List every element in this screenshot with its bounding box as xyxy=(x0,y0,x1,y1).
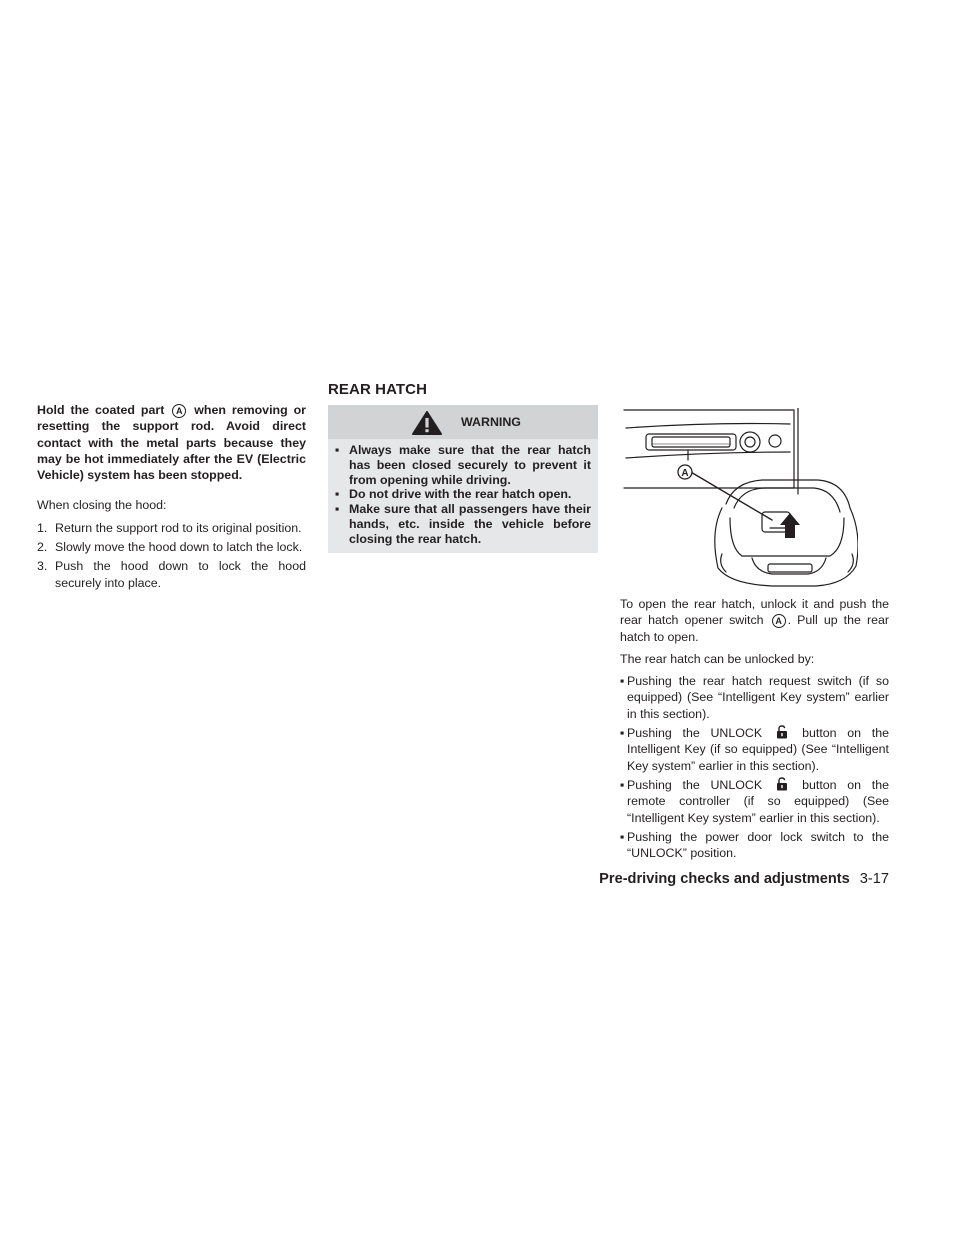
bullet: ▪ xyxy=(620,829,625,844)
step-text: Push the hood down to lock the hood securely into place. xyxy=(55,559,306,590)
middle-column xyxy=(328,381,598,553)
step-number: 1. xyxy=(37,520,48,535)
list-item-text-end: button on the remote controller (if so equipped) (See “Intelligent Key system” earlier in this section). xyxy=(627,777,889,825)
list-item xyxy=(620,673,889,722)
bullet: ▪ xyxy=(620,777,625,792)
unlock-icon xyxy=(776,725,788,739)
list-item xyxy=(335,502,591,546)
note-text-end: when removing or resetting the support rod. Avoid direct contact with the metal parts because they may be hot immediately after the EV (Electric Vehicle) system has been stopped. xyxy=(37,403,306,483)
list-item xyxy=(620,777,889,826)
step-text: Slowly move the hood down to latch the lock. xyxy=(55,540,303,555)
page-footer xyxy=(520,871,889,887)
closing-hood-intro: When closing the hood: xyxy=(37,498,167,513)
warning-text: Always make sure that the rear hatch has been closed securely to prevent it from opening while driving. xyxy=(349,443,591,487)
list-item xyxy=(620,829,889,862)
hood-caution-note xyxy=(37,402,306,483)
warning-header xyxy=(328,405,598,439)
list-item-text-start: Pushing the UNLOCK xyxy=(627,777,763,792)
list-item xyxy=(620,725,889,774)
list-item-text: Pushing the power door lock switch to the “UNLOCK” position. xyxy=(627,829,889,861)
section-heading: REAR HATCH xyxy=(328,381,428,398)
list-item xyxy=(335,443,591,487)
note-text-start: Hold the coated part xyxy=(37,403,165,417)
list-item xyxy=(37,520,306,536)
callout-a-marker: A xyxy=(172,404,186,418)
warning-title: WARNING xyxy=(461,414,521,429)
bullet: ▪ xyxy=(335,502,340,517)
bullet: ▪ xyxy=(620,674,625,689)
bullet: ▪ xyxy=(620,726,625,741)
unlock-methods-list xyxy=(620,673,889,861)
callout-a-label: A xyxy=(681,468,689,479)
warning-box xyxy=(328,405,598,553)
right-column xyxy=(620,596,889,864)
paragraph-text-start: To open the rear hatch, unlock it and push the rear hatch opener switch xyxy=(620,597,889,628)
bullet: ▪ xyxy=(335,487,340,502)
step-number: 3. xyxy=(37,559,48,574)
list-item xyxy=(37,539,306,555)
list-item xyxy=(335,487,591,502)
left-column xyxy=(37,402,306,594)
rear-hatch-illustration xyxy=(622,408,858,588)
step-number: 2. xyxy=(37,540,48,555)
step-text: Return the support rod to its original position. xyxy=(55,520,302,535)
paragraph-text-end: . Pull up the rear hatch to open. xyxy=(620,613,889,644)
footer-section-title: Pre-driving checks and adjustments xyxy=(599,871,850,887)
unlock-icon xyxy=(776,777,788,791)
list-item-text: Pushing the rear hatch request switch (if so equipped) (See “Intelligent Key system” earlier in this section). xyxy=(627,674,889,721)
callout-a-marker: A xyxy=(772,614,786,628)
list-item xyxy=(37,558,306,591)
warning-text: Make sure that all passengers have their hands, etc. inside the vehicle before closing the rear hatch. xyxy=(349,502,591,546)
closing-hood-steps xyxy=(37,520,306,591)
warning-list xyxy=(328,439,598,553)
warning-triangle-icon xyxy=(412,411,442,435)
unlock-methods-intro: The rear hatch can be unlocked by: xyxy=(620,651,815,666)
bullet: ▪ xyxy=(335,443,340,457)
inset-frame xyxy=(624,410,794,488)
open-rear-hatch-paragraph xyxy=(620,596,889,645)
warning-text: Do not drive with the rear hatch open. xyxy=(349,487,572,502)
page-number: 3-17 xyxy=(859,871,889,887)
list-item-text-start: Pushing the UNLOCK xyxy=(627,726,763,741)
list-item-text-end: button on the Intelligent Key (if so equipped) (See “Intelligent Key system” earlier in this section). xyxy=(627,726,889,773)
